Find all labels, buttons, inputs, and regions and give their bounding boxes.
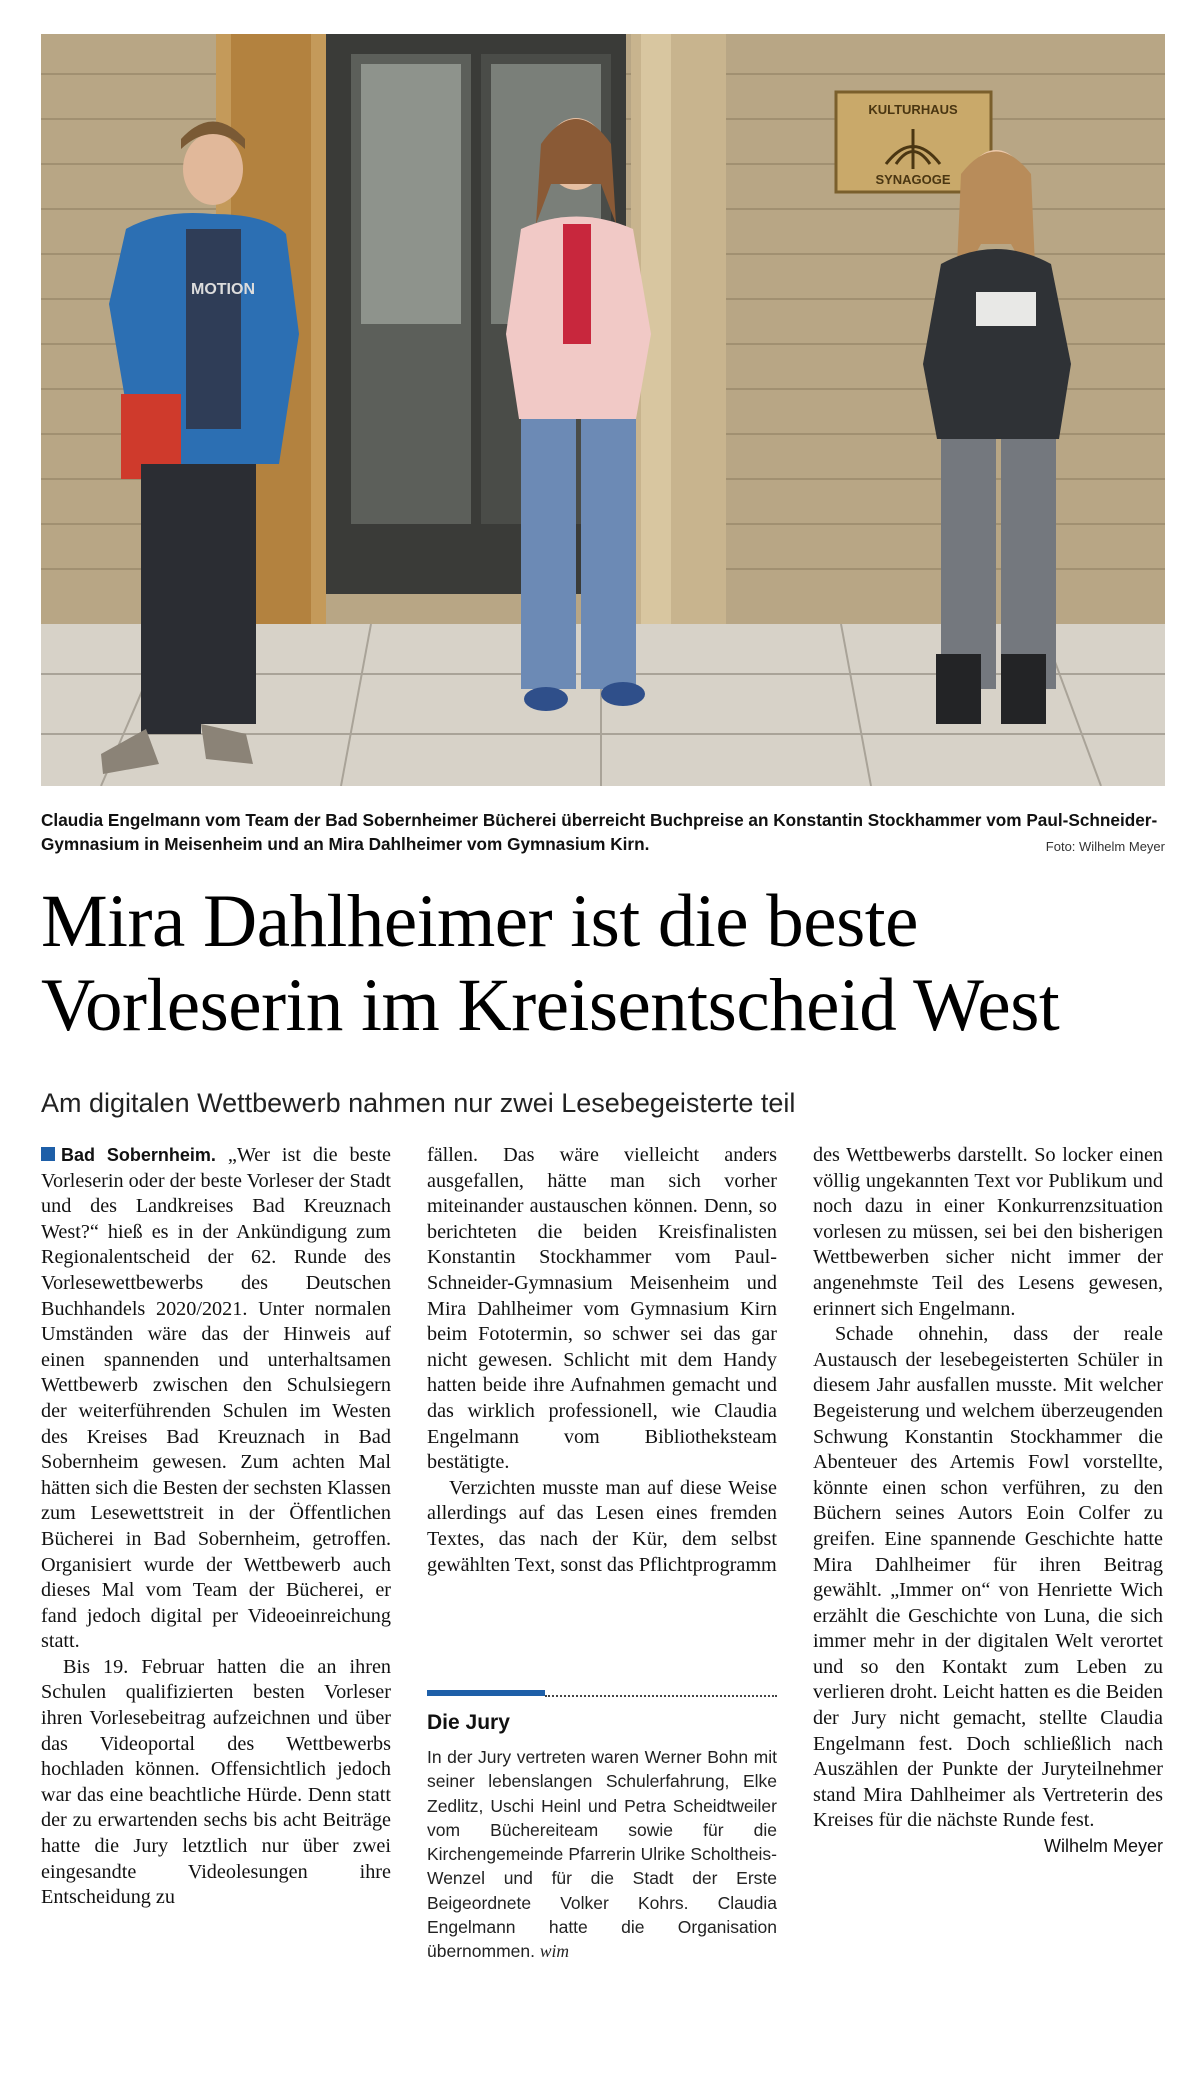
box-accent-bar <box>427 1690 545 1696</box>
box-dotted-rule <box>545 1695 777 1697</box>
caption-text: Claudia Engelmann vom Team der Bad Sobernheimer Bücherei überreicht Buchpreise an Konstantin Stockhammer vom Paul-Schneider-Gymnasium in Meisenheim und an Mira Dahlheimer vom Gymnasium Kirn. <box>41 810 1158 854</box>
box-author: wim <box>539 1941 570 1962</box>
paragraph-text: Schade ohnehin, dass der reale Austausch der lesebegeisterten Schüler in diesem Jahr ausfallen musste. Mit welcher Begeisterung und welchem überzeugenden Schwung Konstantin Stockhammer die Abenteuer des Artemis Fowl vorstellte, könnte einen schon verführen, zu den Büchern seines Autors Eoin Colfer zu greifen. Eine spannende Geschichte hatte Mira Dahlheimer für ihren Beitrag gewählt. „Immer on“ von Henriette Wich erzählt die Geschichte von Luna, die sich immer mehr in der digitalen Welt verortet und so den Kontakt zum Leben zu verlieren droht. Leicht hatten es die Beiden der Jury nicht gemacht, stellte Claudia Engelmann fest. Doch schließlich nach Auszählen der Punkte der Juryteilnehmer stand Mira Dahlheimer als Vertreterin des Kreises für die nächste Runde fest. <box>813 1323 1163 1832</box>
paragraph-text: „Wer ist die beste Vorleserin oder der beste Vorleser der Stadt und des Landkreises Bad Kreuznach West?“ hieß es in der Ankündigung zum Regionalentscheid der 62. Runde des Vorlesewettbewerbs des Deutschen Buchhandels 2020/2021. Unter normalen Umständen wäre das der Hinweis auf einen spannenden und unterhaltsamen Wettbewerb zwischen den Schulsiegern der weiterführenden Schulen im Westen des Kreises Bad Kreuznach in Bad Sobernheim gewesen. Zum achten Mal hätten sich die Besten der sechsten Klassen zum Lesewettstreit in der Öffentlichen Bücherei in Bad Sobernheim, getroffen. Organisiert wurde der Wettbewerb auch dieses Mal vom Team der Bücherei, er fand jedoch digital per Videoeinreichung statt. <box>41 1144 392 1653</box>
article-column-3 <box>813 1143 1163 1860</box>
box-body: In der Jury vertreten waren Werner Bohn mit seiner lebenslangen Schulerfahrung, Elke Zedlitz, Uschi Heinl und Petra Scheidtweiler vom Büchereiteam sowie für die Kirchengemeinde Pfarrerin Ulrike Scholtheis-Wenzel und für die Stadt der Erste Beigeordnete Volker Kohrs. Claudia Engelmann hatte die Organisation übernommen. <box>427 1747 777 1962</box>
article-column-1 <box>41 1143 391 1911</box>
article-photo <box>41 34 1165 786</box>
photo-credit: Foto: Wilhelm Meyer <box>1045 839 1165 854</box>
headline-line1: Mira Dahlheimer ist die beste <box>41 880 918 963</box>
shirt-print: MOTION <box>191 281 255 298</box>
article-paragraph: Verzichten musste man auf diese Weise allerdings auf das Lesen eines fremden Textes, das nach der Kür, dem selbst gewählten Text, sonst das Pflichtprogramm <box>427 1476 777 1576</box>
article-paragraph: Bis 19. Februar hatten die an ihren Schulen qualifizierten besten Vorleser ihren Vorlesebeitrag aufzeichnen und über das Videoportal des Wettbewerbs hochladen können. Offensichtlich jedoch war das eine beachtliche Hürde. Denn statt der zu erwartenden sechs bis acht Beiträge hatte die Jury letztlich nur über zwei eingesandte Videolesungen ihre Entscheidung zu <box>41 1655 391 1909</box>
subheadline: Am digitalen Wettbewerb nahmen nur zwei Lesebegeisterte teil <box>41 1088 796 1118</box>
bullet-square-icon <box>41 1147 55 1161</box>
box-title: Die Jury <box>427 1711 510 1734</box>
headline-line2: Vorleserin im Kreisentscheid West <box>41 964 1060 1047</box>
article-paragraph: fällen. Das wäre vielleicht anders ausgefallen, hätte man sich vorher miteinander austauschen können. Denn, so berichteten die beiden Kreisfinalisten Konstantin Stockhammer vom Paul-Schneider-Gymnasium Meisenheim und Mira Dahlheimer vom Gymnasium Kirn beim Fototermin, so schwer sei das gar nicht gewesen. Schlicht mit dem Handy hatten beide ihre Aufnahmen gemacht und das wirklich professionell, wie Claudia Engelmann vom Bibliotheksteam bestätigte. <box>427 1144 777 1474</box>
plaque-line2: SYNAGOGE <box>875 172 951 187</box>
article-paragraph: des Wettbewerbs darstellt. So locker einen völlig ungekannten Text vor Publikum und noch dazu in einer Konkurrenzsituation vorlesen zu müssen, sei bei den bisherigen Wettbewerben sicher nicht immer der angenehmste Teil des Lesens gewesen, erinnert sich Engelmann. <box>813 1144 1163 1320</box>
headline <box>41 880 1165 1048</box>
box-text <box>427 1745 777 1964</box>
article-paragraph <box>813 1322 1163 1857</box>
dateline: Bad Sobernheim. <box>61 1145 216 1165</box>
photo-image <box>41 34 1165 786</box>
article-column-2 <box>427 1143 777 1578</box>
jury-info-box <box>427 1690 777 1964</box>
author-signature: Wilhelm Meyer <box>1043 1836 1163 1857</box>
article-paragraph <box>41 1143 391 1655</box>
photo-caption <box>41 808 1165 859</box>
plaque-line1: KULTURHAUS <box>868 102 958 117</box>
